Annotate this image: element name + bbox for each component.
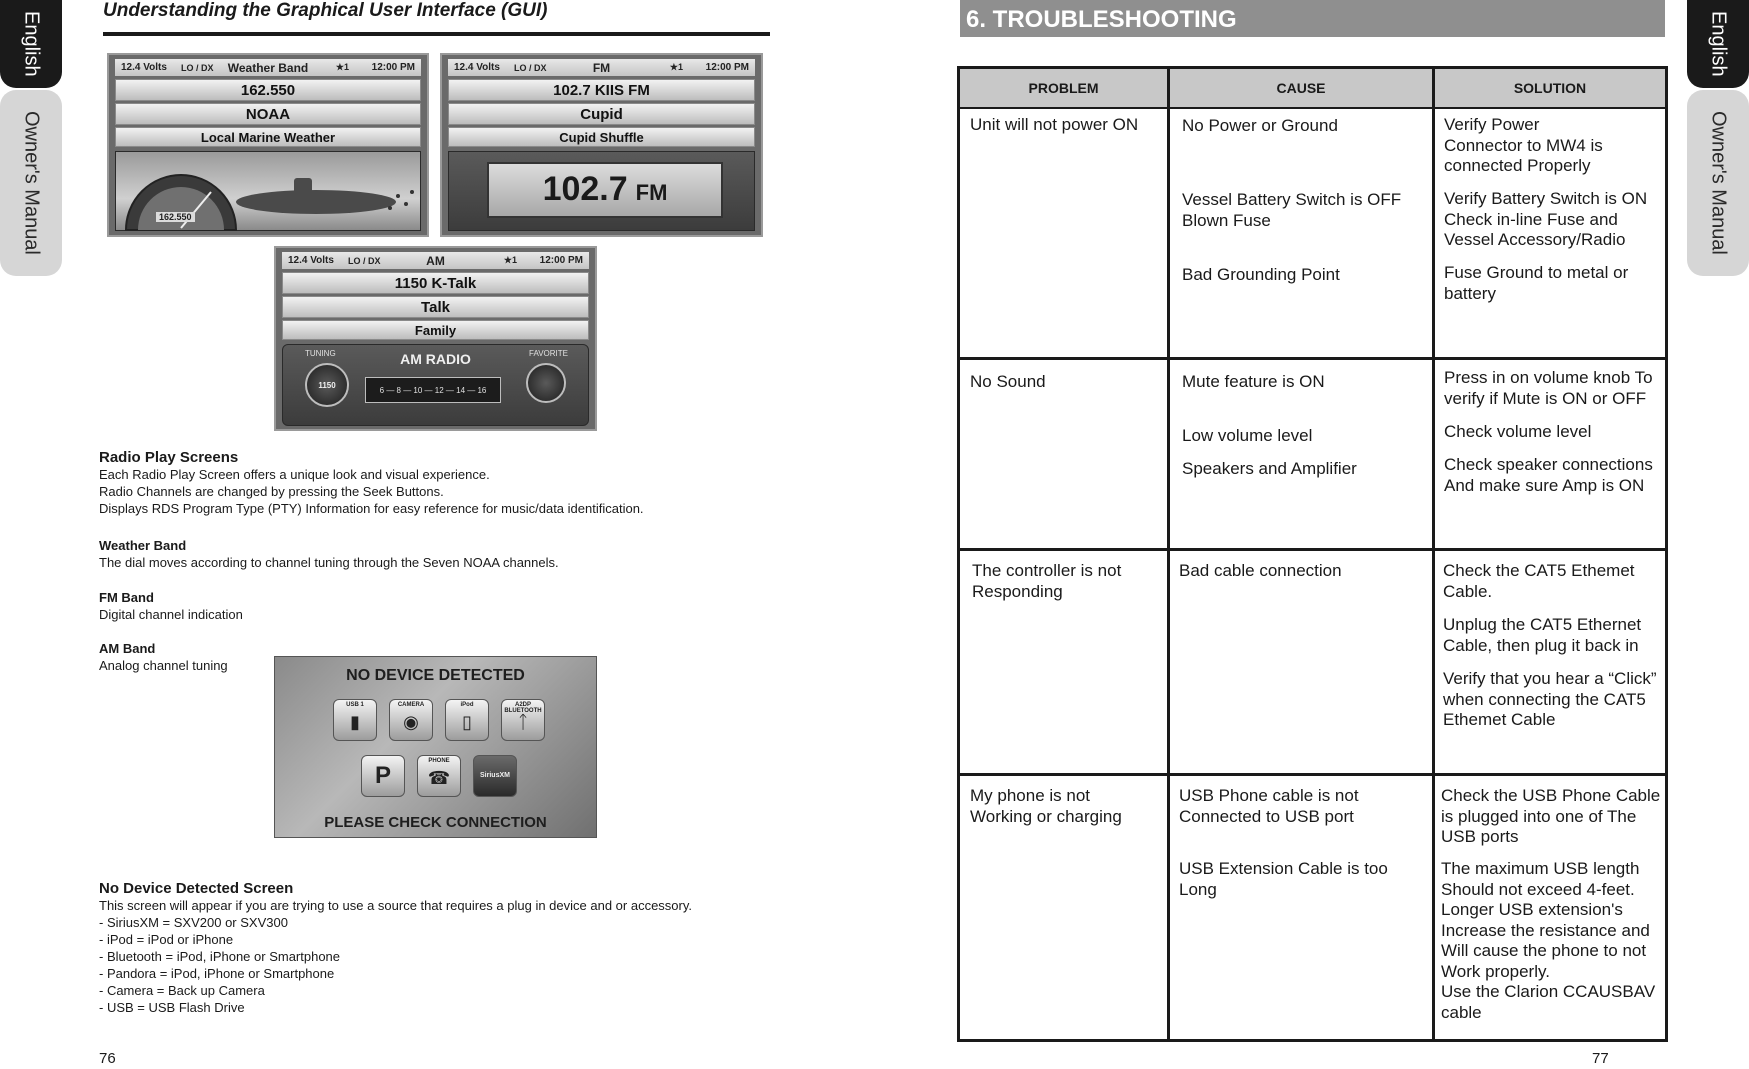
no-device-screen bbox=[274, 656, 597, 838]
channel-line-2: NOAA bbox=[115, 103, 421, 125]
left-page-number: 76 bbox=[99, 1050, 116, 1067]
row4-cause-2: USB Extension Cable is too Long bbox=[1179, 859, 1388, 899]
camera-icon: ◉ bbox=[403, 712, 419, 732]
no-device-line: - Bluetooth = iPod, iPhone or Smartphone bbox=[99, 949, 341, 964]
analog-tuning-scale bbox=[365, 377, 501, 403]
row1-cause-2: Vessel Battery Switch is OFF Blown Fuse bbox=[1182, 190, 1402, 230]
troubleshooting-title: 6. TROUBLESHOOTING bbox=[966, 6, 1237, 33]
radio-play-line: Radio Channels are changed by pressing the Seek Buttons. bbox=[99, 484, 444, 499]
weather-band-text: The dial moves according to channel tuning through the Seven NOAA channels. bbox=[99, 555, 559, 570]
left-manual-label: Owner's Manual bbox=[20, 111, 43, 255]
row3-problem: The controller is not Responding bbox=[972, 561, 1122, 601]
digital-frequency: 102.7 bbox=[542, 170, 628, 208]
row1-cause-1: No Power or Ground bbox=[1182, 116, 1338, 135]
column-divider bbox=[1432, 69, 1435, 1039]
row4-cause-1: USB Phone cable is not Connected to USB port bbox=[1179, 786, 1359, 826]
am-band-heading: AM Band bbox=[99, 641, 156, 656]
radio-play-heading: Radio Play Screens bbox=[99, 449, 239, 466]
row-divider bbox=[960, 357, 1665, 360]
left-language-label: English bbox=[20, 11, 43, 77]
lodx-indicator: LO / DX bbox=[514, 62, 547, 73]
weather-band-heading: Weather Band bbox=[99, 538, 187, 553]
right-page-number: 77 bbox=[1592, 1050, 1609, 1067]
left-language-tab bbox=[0, 0, 62, 88]
row2-cause-3: Speakers and Amplifier bbox=[1182, 459, 1357, 478]
no-device-line: - USB = USB Flash Drive bbox=[99, 1000, 245, 1015]
channel-line-1: 162.550 bbox=[115, 79, 421, 101]
no-device-bottom-text: PLEASE CHECK CONNECTION bbox=[324, 814, 547, 831]
fm-band-heading: FM Band bbox=[99, 590, 154, 605]
favorite-indicator: ★1 bbox=[669, 62, 683, 72]
band-label: FM bbox=[592, 60, 611, 75]
ipod-icon: ▯ bbox=[462, 712, 472, 732]
no-device-line: - Camera = Back up Camera bbox=[99, 983, 265, 998]
row-divider bbox=[960, 548, 1665, 551]
lodx-indicator: LO / DX bbox=[181, 62, 214, 73]
ipod-label: iPod bbox=[460, 702, 474, 708]
row1-cause-3: Bad Grounding Point bbox=[1182, 265, 1340, 284]
tuning-knob bbox=[305, 363, 349, 407]
favorite-indicator: ★1 bbox=[335, 62, 349, 72]
row3-solution-2: Unplug the CAT5 Ethernet Cable, then plug it back in bbox=[1443, 615, 1642, 655]
no-device-line: - SiriusXM = SXV200 or SXV300 bbox=[99, 915, 288, 930]
no-device-title: NO DEVICE DETECTED bbox=[346, 667, 525, 684]
dial-readout: 162.550 bbox=[156, 212, 195, 222]
pandora-icon: P bbox=[374, 762, 391, 789]
am-radio-label: AM RADIO bbox=[400, 351, 471, 367]
favorite-knob bbox=[526, 363, 566, 403]
no-device-line: - Pandora = iPod, iPhone or Smartphone bbox=[99, 966, 335, 981]
row1-problem: Unit will not power ON bbox=[970, 115, 1139, 134]
channel-line-2: Talk bbox=[282, 296, 589, 318]
bluetooth-label: A2DP BLUETOOTH bbox=[504, 702, 542, 714]
header-solution: SOLUTION bbox=[1435, 69, 1665, 107]
digital-frequency-display bbox=[487, 162, 723, 218]
right-manual-tab bbox=[1687, 90, 1749, 276]
favorite-label: FAVORITE bbox=[529, 349, 568, 358]
left-manual-tab bbox=[0, 90, 62, 276]
weather-band-screen bbox=[107, 53, 429, 237]
digital-unit: FM bbox=[635, 180, 668, 205]
row-divider bbox=[960, 107, 1665, 109]
am-radio-panel bbox=[282, 344, 589, 426]
lodx-indicator: LO / DX bbox=[348, 255, 381, 266]
ipod-source-icon bbox=[445, 699, 489, 741]
row2-cause-2: Low volume level bbox=[1182, 426, 1313, 445]
usb-icon: ▮ bbox=[350, 712, 360, 732]
channel-line-2: Cupid bbox=[448, 103, 755, 125]
row2-solution-2: Check volume level bbox=[1444, 422, 1592, 441]
siriusxm-icon: SiriusXM bbox=[480, 772, 510, 779]
channel-line-1: 1150 K-Talk bbox=[282, 272, 589, 294]
usb-source-icon bbox=[333, 699, 377, 741]
row4-solution-2: The maximum USB length Should not exceed 4-feet. Longer USB extension's Increase the resistance and Will cause the phone to not Work properly. Use the Clarion CCAUSBAV cable bbox=[1441, 859, 1656, 1022]
phone-label: PHONE bbox=[428, 758, 450, 764]
right-language-label: English bbox=[1707, 11, 1730, 77]
no-device-heading: No Device Detected Screen bbox=[99, 880, 294, 897]
am-band-text: Analog channel tuning bbox=[99, 658, 228, 673]
camera-source-icon bbox=[389, 699, 433, 741]
status-bar bbox=[448, 59, 755, 76]
clock: 12:00 PM bbox=[371, 62, 415, 73]
phone-icon: ☎ bbox=[427, 768, 451, 788]
channel-line-3: Cupid Shuffle bbox=[448, 127, 755, 147]
siriusxm-source-icon bbox=[473, 755, 517, 797]
clock: 12:00 PM bbox=[539, 255, 583, 266]
channel-line-1: 102.7 KIIS FM bbox=[448, 79, 755, 101]
radio-play-line: Each Radio Play Screen offers a unique look and visual experience. bbox=[99, 467, 490, 482]
header-problem: PROBLEM bbox=[960, 69, 1167, 107]
tuning-knob-value: 1150 bbox=[318, 380, 336, 390]
title-rule bbox=[103, 32, 770, 36]
band-label: Weather Band bbox=[227, 60, 309, 75]
no-device-section bbox=[99, 880, 692, 1016]
row1-solution-1: Verify Power Connector to MW4 is connected Properly bbox=[1444, 115, 1603, 175]
scale-labels: 6 — 8 — 10 — 12 — 14 — 16 bbox=[379, 385, 487, 395]
fm-band-screen bbox=[440, 53, 763, 237]
header-cause: CAUSE bbox=[1170, 69, 1432, 107]
row2-problem: No Sound bbox=[970, 372, 1046, 391]
row4-solution-1: Check the USB Phone Cable is plugged into one of The USB ports bbox=[1441, 786, 1661, 846]
gui-section-title: Understanding the Graphical User Interface (GUI) bbox=[103, 0, 548, 21]
tuning-label: TUNING bbox=[305, 349, 336, 358]
row1-solution-2: Verify Battery Switch is ON Check in-line Fuse and Vessel Accessory/Radio bbox=[1444, 189, 1648, 249]
band-label: AM bbox=[426, 253, 445, 268]
camera-label: CAMERA bbox=[397, 702, 425, 708]
row3-solution-1: Check the CAT5 Ethemet Cable. bbox=[1443, 561, 1635, 601]
bluetooth-icon: ᛏ bbox=[517, 712, 529, 732]
troubleshooting-table bbox=[957, 66, 1668, 1042]
weather-band-section bbox=[99, 537, 559, 571]
bluetooth-source-icon bbox=[501, 699, 545, 741]
row2-solution-1: Press in on volume knob To verify if Mute is ON or OFF bbox=[1444, 368, 1653, 408]
am-band-screen bbox=[274, 246, 597, 431]
weather-dial-panel bbox=[115, 151, 421, 231]
radio-play-line: Displays RDS Program Type (PTY) Information for easy reference for music/data identification. bbox=[99, 501, 644, 516]
row2-solution-3: Check speaker connections And make sure Amp is ON bbox=[1444, 455, 1653, 495]
fm-band-section bbox=[99, 589, 243, 623]
row-divider bbox=[960, 773, 1665, 776]
am-band-section bbox=[99, 640, 228, 674]
no-device-line: - iPod = iPod or iPhone bbox=[99, 932, 234, 947]
right-language-tab bbox=[1687, 0, 1749, 88]
channel-line-3: Family bbox=[282, 320, 589, 340]
fm-band-text: Digital channel indication bbox=[99, 607, 243, 622]
no-device-line: This screen will appear if you are trying to use a source that requires a plug in device and or accessory. bbox=[99, 898, 693, 913]
volts-readout: 12.4 Volts bbox=[454, 62, 500, 73]
right-manual-label: Owner's Manual bbox=[1707, 111, 1730, 255]
radio-play-section bbox=[99, 449, 644, 517]
volts-readout: 12.4 Volts bbox=[121, 62, 167, 73]
fm-digital-panel bbox=[448, 151, 755, 231]
clock: 12:00 PM bbox=[705, 62, 749, 73]
column-divider bbox=[1167, 69, 1170, 1039]
pandora-source-icon bbox=[361, 755, 405, 797]
row2-cause-1: Mute feature is ON bbox=[1182, 372, 1325, 391]
row3-solution-3: Verify that you hear a “Click” when connecting the CAT5 Ethemet Cable bbox=[1443, 669, 1657, 729]
row3-cause-1: Bad cable connection bbox=[1179, 561, 1342, 580]
status-bar bbox=[115, 59, 421, 76]
row1-solution-3: Fuse Ground to metal or battery bbox=[1444, 263, 1629, 303]
row4-problem: My phone is not Working or charging bbox=[970, 786, 1122, 826]
favorite-indicator: ★1 bbox=[503, 255, 517, 265]
volts-readout: 12.4 Volts bbox=[288, 255, 334, 266]
channel-line-3: Local Marine Weather bbox=[115, 127, 421, 147]
phone-source-icon bbox=[417, 755, 461, 797]
status-bar bbox=[282, 252, 589, 269]
usb-label: USB 1 bbox=[346, 702, 364, 708]
